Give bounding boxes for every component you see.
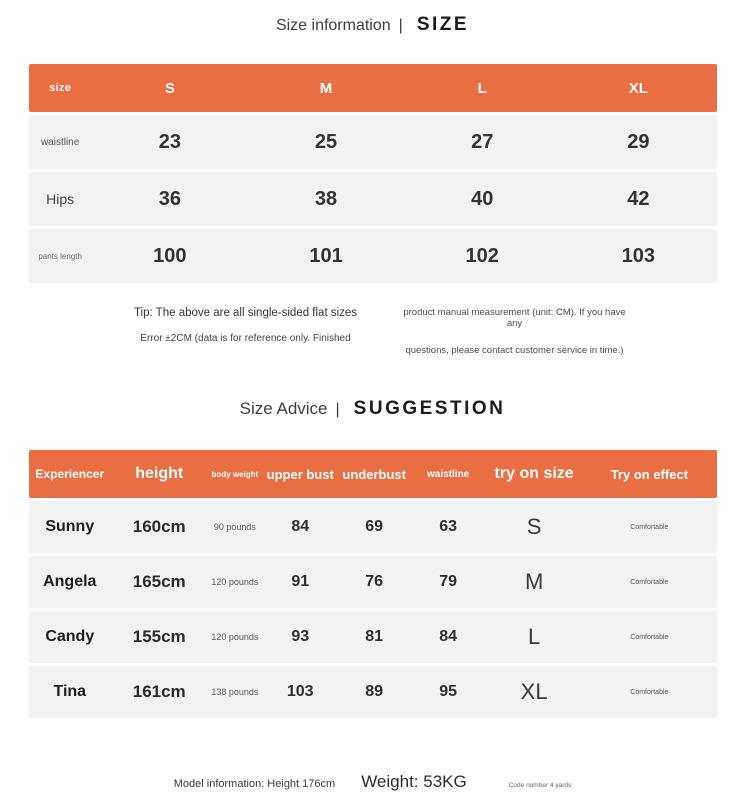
tip-line: product manual measurement (unit: CM). If you have any [403,307,626,329]
table-row-hips [29,172,717,226]
size-table-header [29,64,717,112]
title-text: Size Advice [239,399,328,418]
tip-line: Tip: The above are all single-sided flat sizes [133,307,358,319]
table-row-tina [29,666,717,718]
cell-underbust: 89 [365,683,384,700]
title-emphasis: SIZE [416,14,470,35]
cell-effect: Comfortable [630,578,669,586]
cell-waistline: 95 [439,683,458,700]
row-label: pants length [38,251,82,261]
cell-weight: 138 pounds [211,687,259,697]
cell-name: Candy [45,628,95,645]
tip-line: Error ±2CM (data is for reference only. Finished [140,333,351,344]
table-row-pants-length [29,229,717,283]
header-cell-upper-bust: upper bust [266,466,334,482]
cell-value: 25 [314,130,338,153]
model-code-text: Code number 4 yards [508,782,572,789]
title-divider: | [335,401,340,418]
cell-size: S [526,514,542,539]
header-cell-size: size [49,82,72,94]
cell-name: Angela [43,573,97,590]
size-information-title [0,14,745,36]
table-row-waistline [29,115,717,169]
model-weight-text: Weight: 53KG [361,772,467,791]
cell-value: 102 [465,244,499,267]
table-row-sunny [29,501,717,553]
cell-value: 101 [309,244,343,267]
row-label: Hips [46,191,75,207]
cell-waistline: 63 [439,518,458,535]
table-row-angela [29,556,717,608]
cell-value: 103 [621,244,656,267]
header-cell-height: height [135,465,184,482]
cell-weight: 120 pounds [211,577,259,587]
cell-value: 100 [153,244,187,267]
tip-right-column [395,307,635,356]
cell-value: 38 [314,187,338,210]
header-cell-l: L [477,79,487,97]
cell-name: Tina [53,683,87,700]
model-information [0,772,745,792]
cell-weight: 120 pounds [211,632,259,642]
cell-underbust: 76 [365,573,384,590]
model-info-text: Model information: Height 176cm [173,778,336,790]
header-cell-xl: XL [628,79,648,97]
cell-effect: Comfortable [630,523,669,531]
size-table [29,64,717,283]
tip-line: questions, please contact customer service in time.) [405,345,624,356]
header-cell-m: M [319,79,333,97]
cell-upper-bust: 103 [286,683,314,700]
cell-value: 40 [471,187,494,210]
cell-value: 23 [158,130,181,153]
title-divider: | [398,17,403,34]
cell-effect: Comfortable [630,688,669,696]
header-cell-try-on-effect: Try on effect [610,466,688,482]
tip-left-column [111,307,381,356]
advice-table [29,450,717,718]
title-emphasis: SUGGESTION [353,398,506,419]
cell-size: M [524,569,544,594]
header-cell-try-on-size: try on size [494,465,574,482]
cell-effect: Comfortable [630,633,669,641]
cell-underbust: 69 [365,518,384,535]
header-cell-experiencer: Experiencer [35,467,105,481]
cell-height: 155cm [132,627,186,646]
cell-name: Sunny [45,518,95,535]
cell-size: L [528,624,541,649]
table-row-candy [29,611,717,663]
size-advice-title [0,398,745,420]
cell-value: 27 [471,130,494,153]
cell-waistline: 79 [439,573,458,590]
header-cell-waistline: waistline [427,468,470,480]
header-cell-s: S [164,79,175,97]
cell-underbust: 81 [365,628,384,645]
title-text: Size information [275,17,391,34]
cell-weight: 90 pounds [213,522,256,532]
cell-value: 36 [158,187,181,210]
cell-upper-bust: 93 [291,628,310,645]
cell-height: 160cm [132,517,186,536]
header-cell-underbust: underbust [342,466,406,482]
advice-table-header [29,450,717,498]
row-label: waistline [40,136,80,148]
cell-upper-bust: 84 [291,518,310,535]
header-cell-body-weight: body weight [211,469,259,479]
cell-height: 161cm [132,682,186,701]
cell-waistline: 84 [439,628,458,645]
cell-size: XL [520,679,548,704]
cell-value: 29 [627,130,650,153]
cell-value: 42 [627,187,650,210]
cell-upper-bust: 91 [291,573,310,590]
cell-height: 165cm [132,572,186,591]
measurement-tip [0,307,745,356]
